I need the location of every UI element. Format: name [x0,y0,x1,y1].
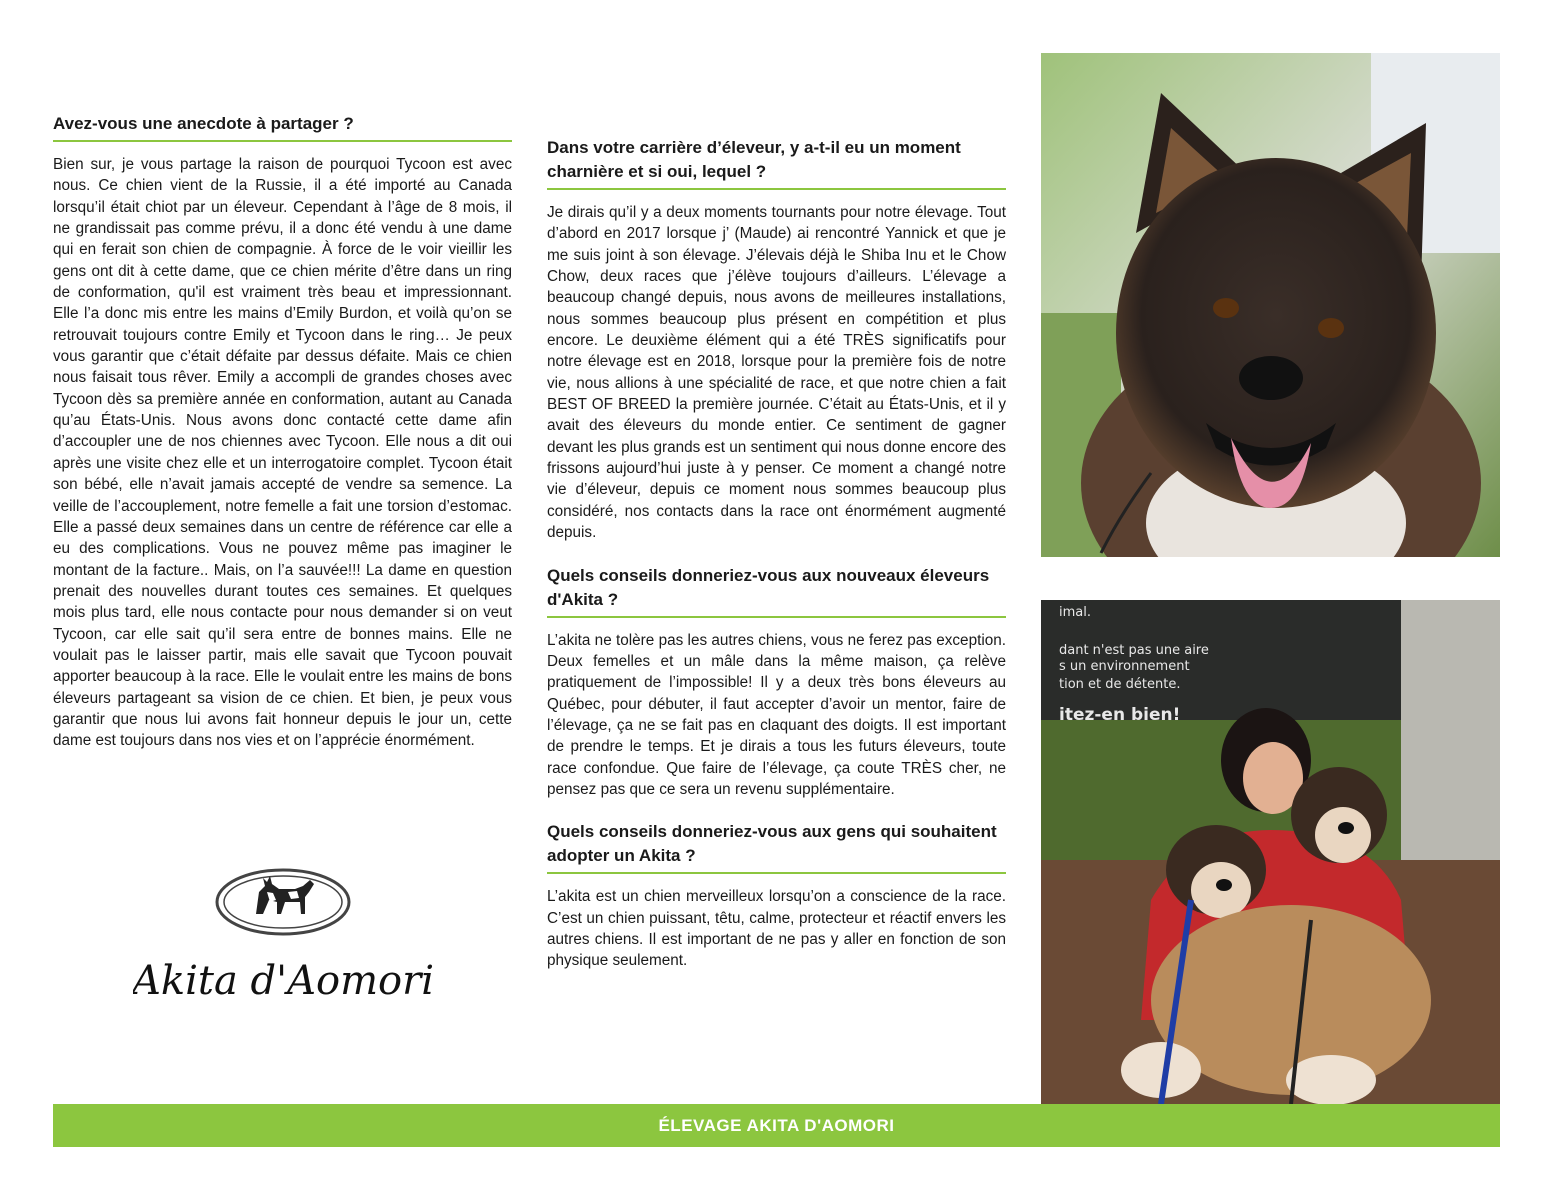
board-line-4: tion et de détente. [1059,677,1181,692]
akita-daomori-logo [133,862,433,1012]
anecdote-answer: Bien sur, je vous partage la raison de pourquoi Tycoon est avec nous. Ce chien vient de la Russie, il a été importé au Canada lorsqu’il était chiot par un éleveur. Cependant à l’âge de 8 mois, il ne grandissait pas comme prévu, il a donc été vendu à une dame qui en ferait son chien de compagnie. À force de le voir vieillir les gens ont dit à cette dame, que ce chien mérite d’être dans un ring de conformation, qu'il est vraiment très beau et impressionnant. Elle l’a donc mis entre les mains d’Emily Burdon, et voilà qu’on se retrouvait toujours contre Emily et Tycoon dans le ring… Je peux vous garantir que c’était défaite par dessus défaite. Mais ce chien nous faisait tous rêver. Emily a accompli de grandes choses avec Tycoon dès sa première année en conformation, autant au Canada qu’au États-Unis. Nous avons donc contacté cette dame afin d’accoupler une de nos chiennes avec Tycoon. Elle nous a dit oui après une visite chez elle et un interrogatoire complet. Tycoon était son bébé, elle n’avait jamais accepté de vendre sa semence. La veille de l’accouplement, notre femelle a fait une torsion d’estomac. Elle a passé deux semaines dans un centre de référence car elle a eu des complications. Vous ne pouvez même pas imaginer le montant de la facture.. Mais, on l’a sauvée!!! La dame en question prenait des nouvelles durant toutes ces semaines. Et quelques mois plus tard, elle nous contacte pour nous demander si on veut Tycoon, car elle sait qu’il sera entre de bonnes mains. Elle ne voulait pas le laisser partir, mais elle savait que Tycoon pouvait apporter beaucoup à la race. Elle le voulait entre les mains de bons éleveurs partageant sa vision de ce chien. Et bien, je peux vous garantir que nous lui avons fait honneur depuis le jour un, cette dame est toujours dans nos vies et on l’apprécie énormément. [53,156,512,750]
footer-title: ÉLEVAGE AKITA D'AOMORI [658,1115,895,1135]
board-line-1: imal. [1059,605,1091,620]
column-left [53,112,512,752]
footer-bar [53,1104,1500,1147]
woman-with-puppies-photo [1041,600,1500,1104]
turning-point-answer: Je dirais qu’il y a deux moments tournants pour notre élevage. Tout d’abord en 2017 lorsque j’ (Maude) ai rencontré Yannick et que je me suis joint à son élevage. J’élevais déjà le Shiba Inu et le Chow Chow, deux races que j’élève toujours d’ailleurs. L’élevage a beaucoup changé depuis, nous avons de meilleures installations, nous sommes beaucoup plus présent en compétition et plus encore. Le deuxième élément qui a été TRÈS significatifs pour notre élevage est en 2018, lorsque pour la première fois de notre vie, nous allions à une spécialité de race, et que notre chien a fait BEST OF BREED la première journée. C’était au États-Unis, et il y avait des éleveurs du monde entier. Ce sentiment de gagner devant les plus grands est un sentiment qui nous donne encore des frissons aujourd’hui juste à y penser. Ce moment a changé notre vie d’éleveur, depuis ce moment nous sommes beaucoup plus considéré, nos contacts dans la race ont énormément augmenté depuis. [547,204,1006,542]
anecdote-question: Avez-vous une anecdote à partager ? [53,112,512,142]
section-advice-adopters [547,820,1006,971]
section-turning-point [547,136,1006,544]
board-line-5: itez-en bien! [1059,705,1181,725]
turning-point-question: Dans votre carrière d’éleveur, y a-t-il eu un moment charnière et si oui, lequel ? [547,136,1006,190]
advice-adopters-question: Quels conseils donneriez-vous aux gens qui souhaitent adopter un Akita ? [547,820,1006,874]
column-middle [547,136,1006,992]
section-advice-breeders [547,564,1006,801]
logo-graphic [133,862,433,1012]
advice-breeders-answer: L’akita ne tolère pas les autres chiens, vous ne ferez pas exception. Deux femelles et un mâle dans la même maison, ça relève pratiquement de l’impossible! Il y a deux très bons éleveurs au Québec, pour débuter, il faut accepter d’avoir un mentor, faire de l’élevage, ça ne se fait pas en claquant des doigts. Il est important de prendre le temps. Et je dirais a tous les futurs éleveurs, toute race confondue. Que faire de l’élevage, ça coute TRÈS cher, ne pensez pas que ce sera un revenu supplémentaire. [547,631,1006,798]
board-line-2: dant n'est pas une aire [1059,643,1209,658]
advice-adopters-answer: L’akita est un chien merveilleux lorsqu’on a conscience de la race. C’est un chien puissant, têtu, calme, protecteur et réactif envers les autres chiens. Il est important de ne pas y aller en fonction de son physique seulement. [547,888,1006,970]
akita-silhouette-icon [256,876,314,914]
board-line-3: s un environnement [1059,659,1190,674]
advice-breeders-question: Quels conseils donneriez-vous aux nouveaux éleveurs d'Akita ? [547,564,1006,618]
logo-text: Akita d'Aomori [133,958,433,1004]
akita-portrait-photo [1041,53,1500,557]
